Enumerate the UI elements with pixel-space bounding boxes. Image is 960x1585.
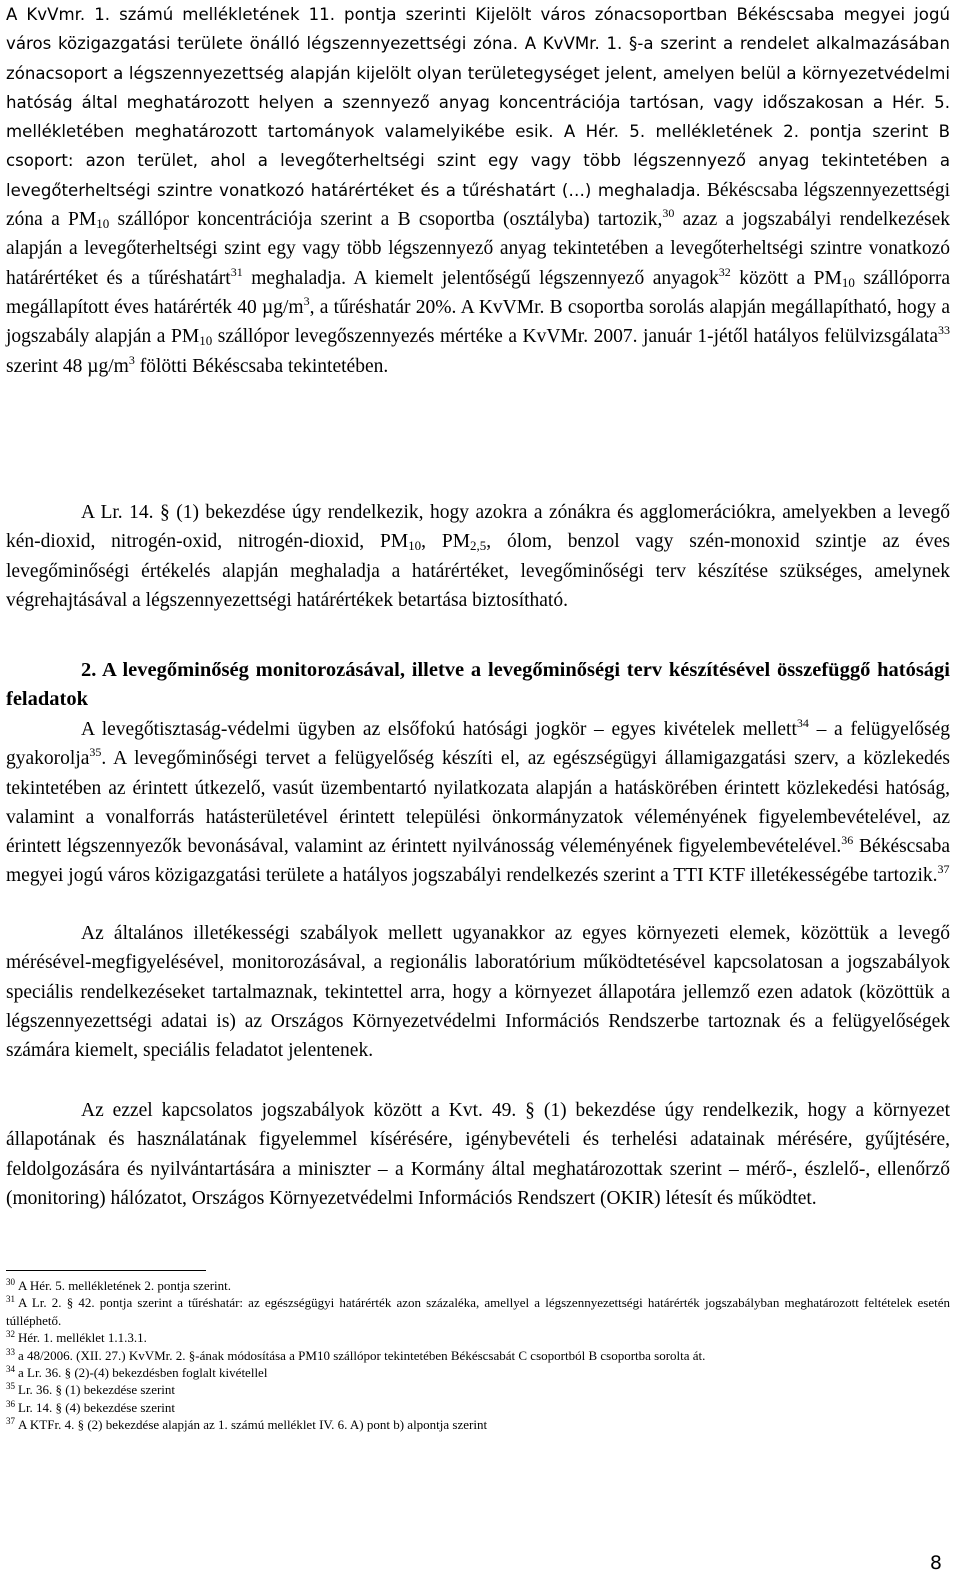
footnote-number: 30 [6, 1277, 15, 1287]
paragraph-3-part-a: A levegőtisztaság-védelmi ügyben az elsőfokú hatósági jogkör – egyes kivételek mellett [81, 719, 797, 740]
section-title: 2. A levegőminőség monitorozásával, illetve a levegőminőségi terv készítésével összefüggő hatósági feladatok [6, 659, 950, 711]
footnote-text: A Hér. 5. mellékletének 2. pontja szerint. [18, 1278, 231, 1293]
footnote-number: 36 [6, 1398, 15, 1409]
paragraph-5-text: Az ezzel kapcsolatos jogszabályok között a Kvt. 49. § (1) bekezdése úgy rendelkezik, hogy a környezet állapotának és használatának figyelemmel kísérésére, igénybevételi és terhelési adatainak mérésére, gyűjtésére, feldolgozására és nyilvántartására a miniszter – a Kormány által meghatározottak szerint – mérő-, észlelő-, ellenőrző (monitoring) hálózatot, Országos Környezetvédelmi Információs Rendszert (OKIR) létesít és működtet. [6, 1100, 950, 1209]
pm10-subscript: 10 [841, 274, 855, 290]
unit-superscript: 3 [303, 293, 310, 308]
paragraph-1-part-b: Békéscsaba légszennyezettségi zóna a PM [6, 179, 950, 231]
paragraph-kvt-49 [6, 1096, 950, 1213]
footnote-number: 32 [6, 1329, 15, 1340]
footnote-number: 31 [6, 1294, 15, 1305]
footnote-text: a 48/2006. (XII. 27.) KvVMr. 2. §-ának módosítása a PM10 szállópor tekintetében Békéscsabát C csoportból B csoportba sorolta át. [18, 1347, 706, 1363]
footnote-text: Hér. 1. melléklet 1.1.3.1. [18, 1330, 147, 1346]
pm10-subscript: 10 [199, 333, 213, 349]
footnote-number: 34 [6, 1364, 15, 1375]
paragraph-authority [6, 715, 950, 891]
footnote-number: 35 [6, 1381, 15, 1392]
paragraph-1-part-g: szállóporra megállapított éves határérték 40 µg/m [6, 267, 950, 318]
footnote-ref-30[interactable]: 30 [662, 206, 675, 221]
paragraph-1-part-f: között a PM [730, 267, 842, 289]
paragraph-1-part-h: , a tűréshatár 20%. A KvVMr. B csoportba sorolás alapján megállapítható, hogy a jogszabály alapján a PM [6, 296, 950, 348]
page-number: 8 [929, 1552, 942, 1574]
footnote-ref-36[interactable]: 36 [841, 833, 854, 848]
footnote-ref-33[interactable]: 33 [938, 323, 950, 338]
footnote-text: A Lr. 2. § 42. pontja szerint a tűréshatár: az egészségügyi határérték azon százaléka, amellyel a légszennyezettségi határérték jogszabályban meghatározott feltételek esetén túlléphető. [6, 1295, 950, 1328]
footnote-37 [6, 1416, 950, 1433]
pm25-subscript: 2,5 [470, 538, 487, 554]
footnote-ref-37[interactable]: 37 [937, 862, 950, 877]
footnote-ref-34[interactable]: 34 [796, 716, 809, 730]
paragraph-2-part-c: , ólom, benzol vagy szén-monoxid szintje az éves levegőminőségi értékelés alapján meghaladja a határértéket, levegőminőségi terv készítése szükséges, amelynek végrehajtásával a légszennyezettségi határértékek betartása biztosítható. [6, 531, 950, 611]
paragraph-competence-rules [6, 919, 950, 1065]
footnote-ref-31[interactable]: 31 [230, 264, 243, 279]
footnote-number: 33 [6, 1346, 15, 1357]
footnote-text: A KTFr. 4. § (2) bekezdése alapján az 1. számú melléklet IV. 6. A) pont b) alpontja szerint [18, 1417, 488, 1433]
paragraph-zone-classification [6, 0, 950, 381]
footnote-31 [6, 1294, 950, 1329]
footnote-33 [6, 1347, 950, 1364]
paragraph-1-part-c: szállópor koncentrációja szerint a B csoportba (osztályba) tartozik, [109, 209, 663, 231]
paragraph-3-part-c: . A levegőminőségi tervet a felügyelőség készíti el, az egészségügyi államigazgatási szerv, a közlekedés tekintetében az érintett útkezelő, vasút üzembentartó nyilatkozata alapján a hatáskörében érintett közlekedési hatóság, valamint a vonalforrás hatásterületével érintett települési önkormányzatok véleményének figyelembevételével, az érintett légszennyezők bevonásával, valamint az érintett nyilvánosság véleményének figyelembevételével. [6, 748, 950, 858]
unit-superscript: 3 [128, 352, 135, 367]
footnote-36 [6, 1399, 950, 1416]
pm10-subscript: 10 [408, 538, 422, 554]
paragraph-1-part-e: meghaladja. A kiemelt jelentőségű légszennyező anyagok [242, 267, 719, 289]
footnote-30 [6, 1277, 950, 1294]
footnotes [6, 1277, 950, 1434]
paragraph-3-part-b: – a felügyelőség gyakorolja [6, 719, 951, 770]
paragraph-2-part-b: , PM [421, 531, 471, 553]
paragraph-1-part-i: szállópor levegőszennyezés mértéke a KvVMr. 2007. január 1-jétől hatályos felülvizsgálata [212, 326, 938, 348]
footnote-text: Lr. 14. § (4) bekezdése szerint [18, 1399, 176, 1415]
pm10-subscript: 10 [96, 216, 110, 232]
footnote-text: a Lr. 36. § (2)-(4) bekezdésben foglalt kivétellel [18, 1365, 268, 1381]
footnote-separator [6, 1270, 206, 1271]
paragraph-air-quality-plan [6, 498, 950, 615]
paragraph-1-part-j: szerint 48 µg/m [6, 355, 129, 377]
footnote-text: Lr. 36. § (1) bekezdése szerint [18, 1382, 176, 1398]
paragraph-1-part-d: azaz a jogszabályi rendelkezések alapján a levegőterheltségi szint egy vagy több légszennyező anyag tekintetében a levegőterheltségi szintre vonatkozó határértéket és a tűréshatárt [6, 209, 951, 289]
footnote-number: 37 [6, 1416, 15, 1427]
footnote-ref-32[interactable]: 32 [718, 264, 731, 279]
footnote-34 [6, 1364, 950, 1381]
paragraph-3-part-d: Békéscsaba megyei jogú város közigazgatási területe a hatályos jogszabályi rendelkezés szerint a TTI KTF illetékességébe tartozik. [6, 836, 950, 887]
footnote-35 [6, 1381, 950, 1398]
footnote-ref-35[interactable]: 35 [89, 745, 102, 760]
footnote-32 [6, 1329, 950, 1346]
paragraph-1-part-k: fölötti Békéscsaba tekintetében. [134, 355, 389, 377]
paragraph-1-part-a: A KvVmr. 1. számú mellékletének 11. pontja szerinti Kijelölt város zónacsoportban Békéscsaba megyei jogú város közigazgatási területe önálló légszennyezettségi zóna. A KvVMr. 1. §-a szerint a rendelet alkalmazásában zónacsoport a légszennyezettség alapján kijelölt olyan területegységet jelent, amelyen belül a környezetvédelmi hatóság által meghatározott helyen a szennyező anyag koncentrációja tartósan, vagy időszakosan a Hér. 5. mellékletében meghatározott tartományok valamelyikébe esik. A Hér. 5. mellékletének 2. pontja szerint B csoport: azon terület, ahol a levegőterheltségi szint egy vagy több légszennyező anyag tekintetében a levegőterheltségi szintre vonatkozó határértéket és a tűréshatárt (…) meghaladja. [6, 5, 950, 200]
paragraph-4-text: Az általános illetékességi szabályok mellett ugyanakkor az egyes környezeti elemek, közöttük a levegő mérésével-megfigyelésével, monitorozásával, a regionális laboratórium működtetésével kapcsolatosan a jogszabályok speciális rendelkezéseket tartalmaznak, tekintettel arra, hogy a környezet állapotára jellemző ezen adatok (közöttük a légszennyezettségi adatai is) az Országos Környezetvédelmi Információs Rendszerbe tartoznak és a felügyelőségek számára kiemelt, speciális feladatot jelentenek. [6, 923, 950, 1062]
section-heading-2 [6, 656, 950, 715]
paragraph-2-part-a: A Lr. 14. § (1) bekezdése úgy rendelkezik, hogy azokra a zónákra és agglomerációkra, amelyekben a levegő kén-dioxid, nitrogén-oxid, nitrogén-dioxid, PM [6, 502, 950, 553]
